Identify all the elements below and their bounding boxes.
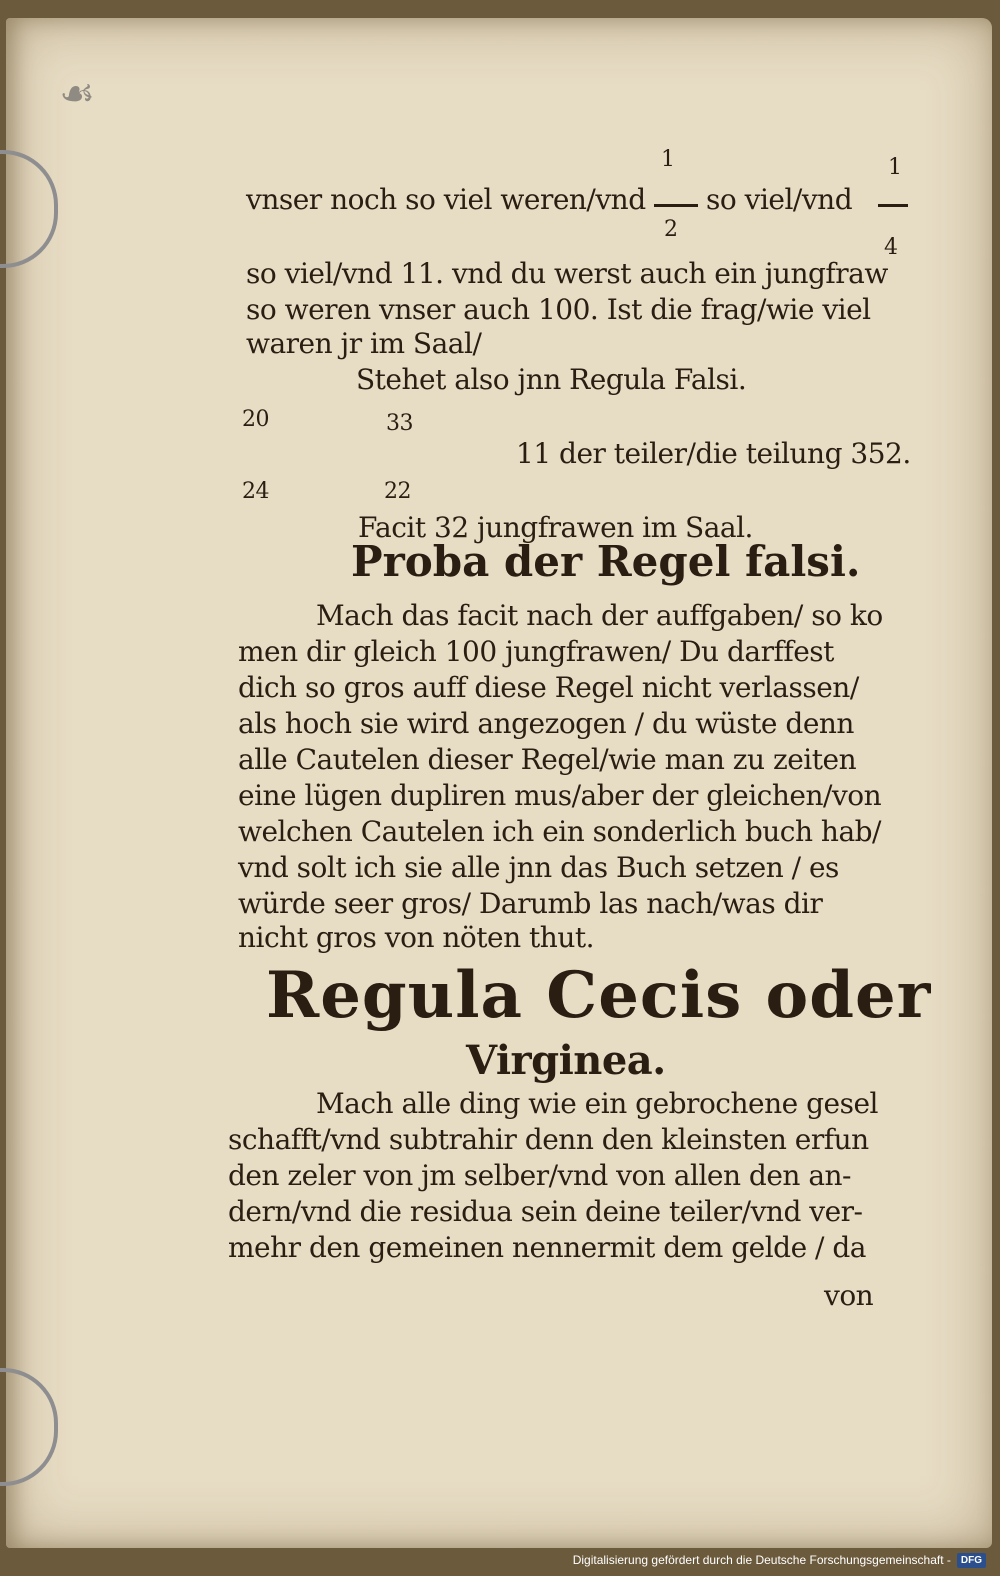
section-heading: Proba der Regel falsi. xyxy=(351,537,861,586)
text-line: würde seer gros/ Darumb las nach/was dir xyxy=(238,887,823,920)
number: 22 xyxy=(384,479,411,504)
text-line: als hoch sie wird angezogen / du wüste denn xyxy=(238,707,854,740)
text-line: Mach das facit nach der auffgaben/ so ko xyxy=(316,599,883,632)
fraction-numerator: 1 xyxy=(888,155,902,180)
book-page xyxy=(6,18,992,1548)
catchword: von xyxy=(824,1279,874,1312)
text-line: so weren vnser auch 100. Ist die frag/wie viel xyxy=(246,293,871,326)
dfg-logo-icon: DFG xyxy=(957,1553,986,1568)
text-block xyxy=(6,18,992,1548)
footer-credit xyxy=(573,1550,986,1570)
text-line: vnd solt ich sie alle jnn das Buch setzen / es xyxy=(238,851,839,884)
text-line: schafft/vnd subtrahir denn den kleinsten erfun xyxy=(228,1123,869,1156)
fraction-denominator: 2 xyxy=(664,217,678,242)
library-stamp-icon: ☙ xyxy=(59,71,95,117)
text-line: so viel/vnd xyxy=(706,183,853,216)
fraction-numerator: 1 xyxy=(661,147,675,172)
number: 24 xyxy=(242,479,269,504)
text-line: nicht gros von nöten thut. xyxy=(238,921,595,954)
section-subheading: Virginea. xyxy=(466,1037,666,1084)
section-heading: Regula Cecis oder xyxy=(266,958,932,1033)
fraction-bar xyxy=(878,204,908,207)
number: 20 xyxy=(242,407,269,432)
fraction-denominator: 4 xyxy=(884,235,898,260)
text-line: waren jr im Saal/ xyxy=(246,327,482,360)
fraction-bar xyxy=(654,204,698,207)
text-line: dern/vnd die residua sein deine teiler/vnd ver- xyxy=(228,1195,863,1228)
text-line: men dir gleich 100 jungfrawen/ Du darffest xyxy=(238,635,834,668)
text-line: vnser noch so viel weren/vnd xyxy=(246,183,646,216)
text-line: dich so gros auff diese Regel nicht verlassen/ xyxy=(238,671,859,704)
text-line: den zeler von jm selber/vnd von allen den an- xyxy=(228,1159,852,1192)
text-line: mehr den gemeinen nennermit dem gelde / da xyxy=(228,1231,866,1264)
text-line: eine lügen dupliren mus/aber der gleichen/von xyxy=(238,779,882,812)
number: 33 xyxy=(386,411,413,436)
text-line: 11 der teiler/die teilung 352. xyxy=(516,437,911,470)
text-line: Mach alle ding wie ein gebrochene gesel xyxy=(316,1087,878,1120)
text-line: alle Cautelen dieser Regel/wie man zu zeiten xyxy=(238,743,857,776)
text-line: Facit 32 jungfrawen im Saal. xyxy=(358,511,753,544)
footer-text: Digitalisierung gefördert durch die Deutsche Forschungsgemeinschaft - xyxy=(572,1553,951,1567)
text-line: welchen Cautelen ich ein sonderlich buch hab/ xyxy=(238,815,881,848)
text-line: Stehet also jnn Regula Falsi. xyxy=(356,363,747,396)
text-line: so viel/vnd 11. vnd du werst auch ein jungfraw xyxy=(246,257,888,290)
